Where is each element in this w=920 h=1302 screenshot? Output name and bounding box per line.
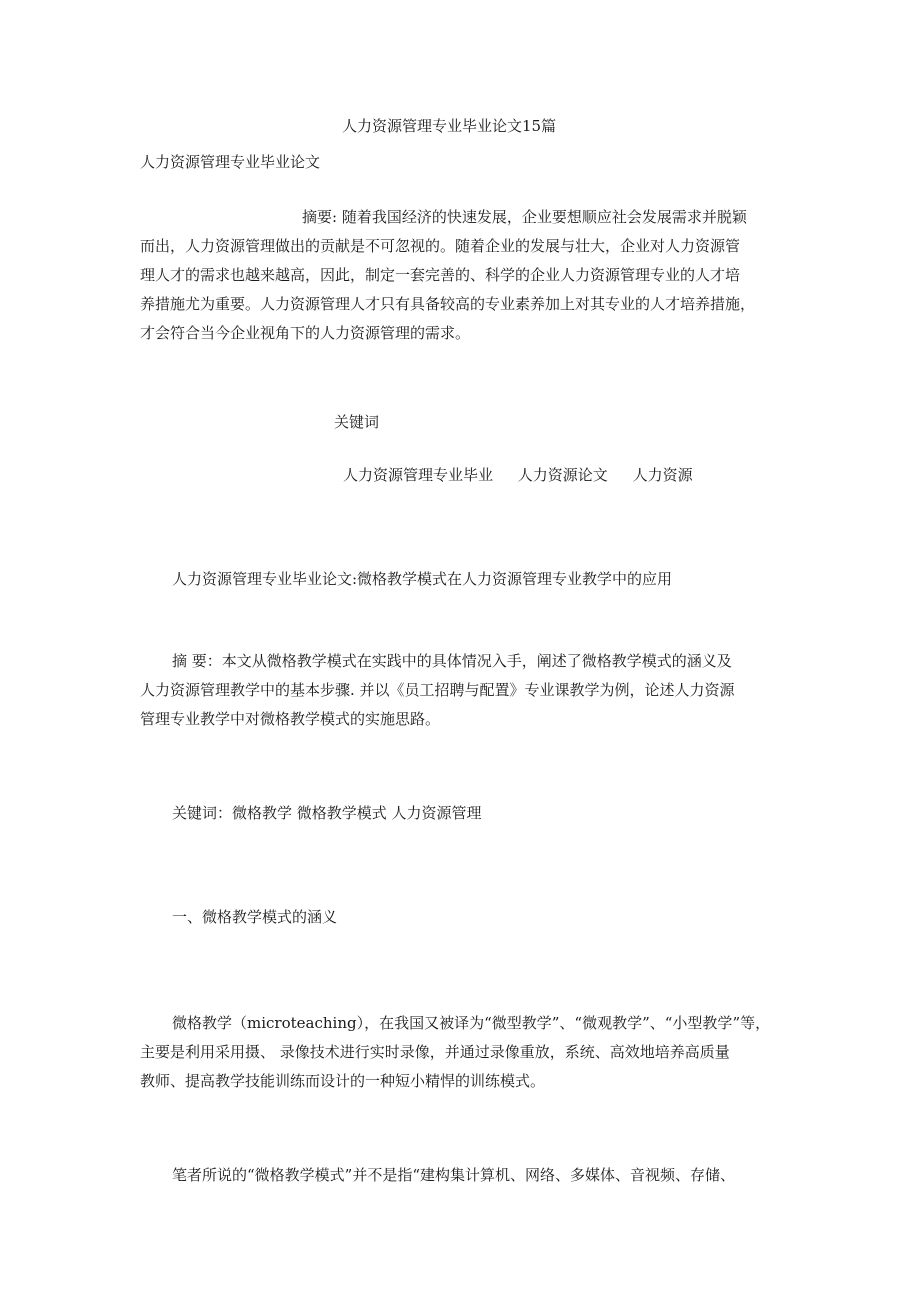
abstract2-line: 人力资源管理教学中的基本步骤. 并以《员工招聘与配置》专业课教学为例，论述人力资源	[140, 681, 735, 699]
section1-heading: 一、微格教学模式的涵义	[172, 908, 338, 926]
section1-line: 教师、提高教学技能训练而设计的一种短小精悍的训练模式。	[140, 1072, 546, 1090]
keywords-heading: 关键词	[334, 413, 380, 431]
abstract2-paragraph	[140, 647, 785, 734]
abstract-line: 才会符合当今企业视角下的人力资源管理的需求。	[140, 324, 471, 342]
abstract2-line: 管理专业教学中对微格教学模式的实施思路。	[140, 710, 441, 728]
keyword-item: 人力资源	[632, 466, 693, 484]
document-title: 人力资源管理专业毕业论文15篇	[342, 117, 557, 135]
section1-line: 主要是利用采用摄、 录像技术进行实时录像，并通过录像重放，系统、高效地培养高质量	[140, 1043, 730, 1061]
section1-line: 微格教学（microteaching），在我国又被译为“微型教学”、“微观教学”、“小型教学”等，	[172, 1014, 771, 1032]
section1-paragraph2: 笔者所说的“微格教学模式”并不是指“建构集计算机、网络、多媒体、音视频、存储、	[172, 1166, 736, 1184]
keyword-item: 人力资源管理专业毕业	[343, 466, 494, 484]
abstract-line: 理人才的需求也越来越高，因此，制定一套完善的、科学的企业人力资源管理专业的人才培	[140, 266, 741, 284]
keyword-item: 人力资源论文	[517, 466, 608, 484]
section1-paragraph	[140, 1009, 785, 1096]
abstract-line: 而出，人力资源管理做出的贡献是不可忽视的。随着企业的发展与壮大，企业对人力资源管	[140, 237, 741, 255]
document-subtitle: 人力资源管理专业毕业论文	[140, 153, 321, 171]
keywords2-line: 关键词：微格教学 微格教学模式 人力资源管理	[172, 804, 482, 822]
abstract-line: 摘要: 随着我国经济的快速发展，企业要想顺应社会发展需求并脱颖	[302, 208, 747, 226]
abstract2-line: 摘 要：本文从微格教学模式在实践中的具体情况入手，阐述了微格教学模式的涵义及	[172, 652, 732, 670]
abstract-paragraph	[140, 203, 785, 348]
abstract-line: 养措施尤为重要。人力资源管理人才只有具备较高的专业素养加上对其专业的人才培养措施，	[140, 295, 756, 313]
paper-title: 人力资源管理专业毕业论文:微格教学模式在人力资源管理专业教学中的应用	[172, 570, 673, 588]
keywords-list	[343, 465, 713, 485]
